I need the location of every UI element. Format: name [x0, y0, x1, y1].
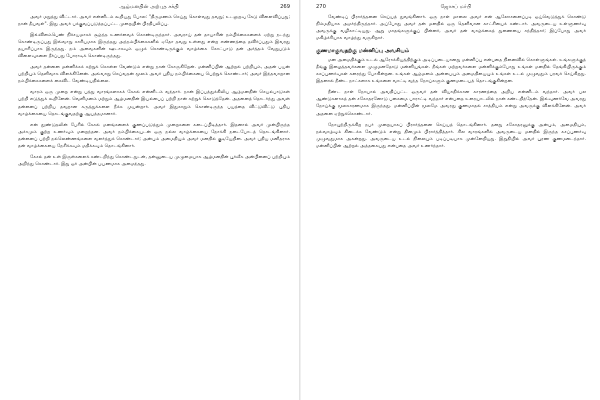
- left-header-title: ஆழ்மனதின் அற்புத சக்தி: [119, 4, 179, 10]
- right-page-number: 270: [316, 4, 326, 10]
- body-paragraph: அவர் தன்னை மன்னிக்கக் கற்றுக் கொள்ள வேண்டும் என்று நான் கோருகிறேன். மன்னிப்பின் ஆற்றல் பற்றியும், அதன் பயன் பற்றியும் தெளிவாக விளக்கினேன். அவ்வாறு செய்வதன் மூலம் அவர் புதிய நம்பிக்கையை பெற்றுக் கொண்டார்; அவர் இந்தவாறான நம்பிக்கைகளைக் கைவிட வேண்டியதில்லை.: [18, 65, 290, 85]
- body-paragraph: என் தூண்டுதலின் பேரில் கேசல் மனங்களைக் குணப்படுத்தும் முறைகளை கடைப்பிடித்தார். இதனால் அவர் முன்பிருந்த அச்சமும் குற்ற உணர்வும் மறைந்தன. அவர் நம்பிக்கையுடன் ஒரு நல்ல வாழ்க்கையை நோக்கி நடைபோடத் தொடங்கினார். தன்னைப் பற்றி நல்லெண்ணங்களை வளர்த்துக் கொண்டார்; அன்பும் அமைதியும் அவர் மனதில் குடியேறின. அவர் புதிய மனிதராக தன் வாழ்க்கையை நேசிக்கவும் மதிக்கவும் தொடங்கினார்.: [18, 122, 290, 149]
- body-paragraph: இவ்விளம்பெண் நிச்சயமாகச் சூழ்ந்த உணர்வைக் கொண்டிருந்தார். அவராய் தன் தாயாரின் நம்பிக்கைகளைக் ஏற்று நடந்து கொண்டிருப்பது இவ்வாறு காரியமாக இருந்தது அந்நம்பிக்கைகளில் ஏதோ தவறு உள்ளது என்ற எண்ணத்தை தவிர்ப்பதும் இவரது தயாரிப்பாக இருந்தது. நம் அவைகளின் ஊடாகவும் ஒழுக் கொண்டிருக்கும் வாழ்க்கை கோட்பாடு தன் அர்த்தம் வேறுபடும் விளைவுகளை தீர்ப்பது போராடிக் கொண்டிருந்தது.: [18, 33, 290, 60]
- right-page: [300, 0, 600, 400]
- left-page-number: 269: [280, 4, 290, 10]
- body-paragraph: மன அமைதிக்கும் உடல் ஆரோக்கியத்திற்கும் அடிப்படையானது மன்னிப்பு என்பதை நினைவில் கொள்ளுங்கள். உங்களுக்குத் தீங்கு இழைத்தவர்களை முழுமனதோடு மன்னியுங்கள். நீங்கள் மற்றவர்களை மன்னிக்கும்போது உங்கள் மனதில் தேங்கியிருக்கும் கசப்புணர்வுகள் கரைந்து போகின்றன. உங்கள் ஆழ்மனம் அன்பையும் அமைதியையும் உங்கள் உடல் முழுவதும் பரவச் செய்கிறது. இதனால் நீண்ட நாட்களாக உங்களை வாட்டி வந்த நோய்களும் குணமடையத் தொடங்குகின்றன.: [316, 58, 586, 85]
- right-header-title: ஜோசப் மர்பி: [440, 4, 472, 10]
- right-page-header: [316, 4, 586, 14]
- section-heading: குணமாகுவதற்கு மன்னிப்பு அவசியம்: [316, 48, 410, 55]
- left-page-header: [18, 4, 290, 14]
- body-paragraph: வேண்டிப் பிரார்த்தனை செய்யத் துவங்கினார். ஒரு நாள் மாலை அவர் என் ஆலோசனைப்படி ஓய்வெடுத்துக் கொண்டு நிம்மதியாக அமர்ந்திருந்தார். அப்போது அவர் தன் மனதில் ஒரு தெளிவான காட்சியைக் கண்டார். அவருடைய உள்ளுணர்வு அவருக்கு வழிகாட்டியது. ஆறு மாதங்களுக்குப் பின்னர், அவர் தன் வாழ்க்கைத் துணையை சந்தித்தார்; இப்போது அவர் மகிழ்ச்சியாக வாழ்ந்து வருகிறார்.: [316, 15, 586, 42]
- body-paragraph: நீண்ட நாள் நோயால் அவதிப்பட்ட ஒருவர் தன் வியாதிக்கான காரணத்தை அறிய என்னிடம் வந்தார். அவர் பல ஆண்டுகளாகத் தன் சகோதரனோடு பகைமை பாராட்டி வந்தார் என்பதை உரையாடலில் நான் கண்டறிந்தேன். இவ்வுணர்வே அவரது நோய்க்கு மூலகாரணமாக இருந்தது. மன்னிப்பின் மூலமே அவரது குணமாதல் சாத்தியம் என்று அவருக்கு விளக்கினேன். அவர் அதனை ஏற்றுக்கொண்டார்.: [316, 90, 586, 117]
- body-paragraph: நோயுற்றிருக்கிற நபர் முறையாகப் பிரார்த்தனை செய்யத் தொடங்கினார். தனது சகோதரனுக்கு அன்பும், அமைதியும், நல்வாழ்வும் கிடைக்க வேண்டும் என்று தினமும் பிரார்த்தித்தார். சில வாரங்களில் அவருடைய மனதில் இருந்த கசப்புணர்வு முழுவதுமாக அகன்றது. அவருடைய உடல் நிலையும் படிப்படியாக முன்னேறியது. இறுதியில் அவர் பூரண குணமடைந்தார். மன்னிப்பின் ஆற்றல் அத்தகையது என்பதை அவர் உணர்ந்தார்.: [316, 122, 586, 149]
- body-paragraph: அவர் மறுத்து விட்டார். அவர் என்னிடம் கூறியது போல: "திருமணம் செய்து கொள்வது தவறு; உடலுறவு கேடு விளைவிப்பது; நான் தீயவள்". இது அவர் பக்குவப்படுத்தப்பட்ட முறையின் பிரதிபலிப்பு.: [18, 15, 290, 28]
- body-paragraph: கேசல் தன் உள் இருள்களைக் கண்டறிந்து கொண்டதுடன், தன்னுடைய முழுமையாக ஆழ்மனதின் பூர்வீக அன்பினைப் பற்றியும் அறிந்து கொண்டார். இது ஓர் அன்பின் பயணமாக அமைந்தது.: [18, 154, 290, 167]
- body-paragraph: வாரம் ஒரு முறை என்று பத்து வாரங்களாகக் கேசல் என்னிடம் வந்தார். நான் இப்பத்துக்கிலிய ஆழ்மனதின் செயல்பாடுகள் பற்றி எடுத்துக் கூறினேன். வெளிமனம் மற்றும் ஆழ்மனதின் இயல்பைப் பற்றி நான் கற்றுக் கொடுத்தேன். அதனைத் தொடர்ந்து அவள் தன்னைப் பற்றிய தவறான கருத்துக்களை நீக்க முயன்றார். அவர் இதுகாறும் கொண்டிருந்த பயத்தை விட்டுவிட்டு புதிய வாழ்க்கையை தொடங்குவதற்கு ஆயத்தமானார்.: [18, 90, 290, 117]
